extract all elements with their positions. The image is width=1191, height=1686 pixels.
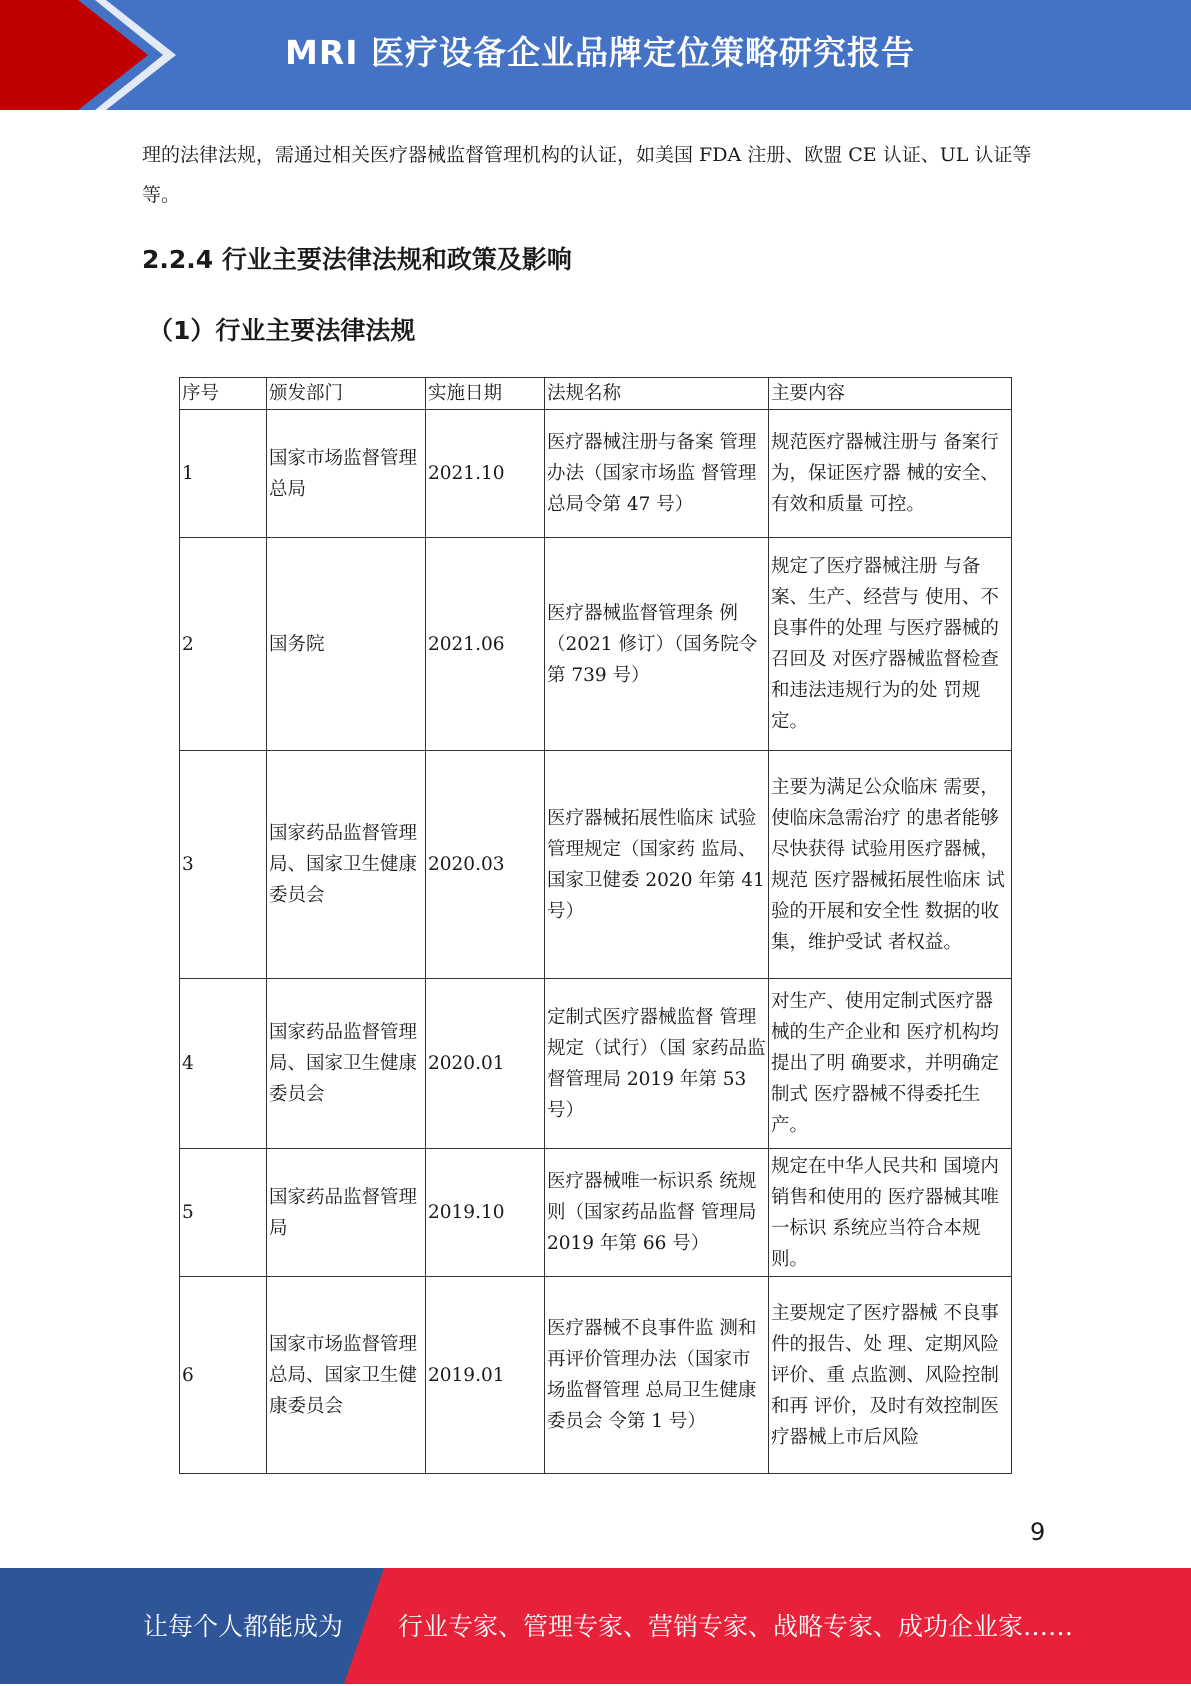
- cell-content: 对生产、使用定制式医疗器械的生产企业和 医疗机构均提出了明 确要求，并明确定制式 医疗器械不得委托生 产。: [769, 979, 1012, 1149]
- subsection-heading: （1）行业主要法律法规: [148, 316, 416, 345]
- table-row: [180, 979, 1012, 1149]
- cell-department: 国务院: [267, 538, 426, 751]
- header-cell-regulation: 法规名称: [545, 378, 769, 410]
- table-row: [180, 410, 1012, 538]
- page-number: 9: [1030, 1518, 1046, 1546]
- cell-regulation: 医疗器械监督管理条 例（2021 修订）（国务院令第 739 号）: [545, 538, 769, 751]
- header-cell-content: 主要内容: [769, 378, 1012, 410]
- cell-content: 规定在中华人民共和 国境内销售和使用的 医疗器械其唯一标识 系统应当符合本规则。: [769, 1149, 1012, 1277]
- cell-regulation: 医疗器械注册与备案 管理办法（国家市场监 督管理总局令第 47 号）: [545, 410, 769, 538]
- cell-department: 国家药品监督管理局、国家卫生健康委员会: [267, 979, 426, 1149]
- cell-index: 4: [180, 979, 267, 1149]
- cell-index: 2: [180, 538, 267, 751]
- cell-index: 1: [180, 410, 267, 538]
- header-cell-date: 实施日期: [426, 378, 545, 410]
- cell-date: 2021.10: [426, 410, 545, 538]
- cell-date: 2019.10: [426, 1149, 545, 1277]
- cell-content: 规定了医疗器械注册 与备案、生产、经营与 使用、不良事件的处理 与医疗器械的召回及 对医疗器械监督检查 和违法违规行为的处 罚规定。: [769, 538, 1012, 751]
- table-row: [180, 1277, 1012, 1474]
- cell-department: 国家市场监督管理总局、国家卫生健康委员会: [267, 1277, 426, 1474]
- cell-date: 2021.06: [426, 538, 545, 751]
- cell-department: 国家药品监督管理局: [267, 1149, 426, 1277]
- cell-content: 主要为满足公众临床 需要，使临床急需治疗 的患者能够尽快获得 试验用医疗器械，规范 医疗器械拓展性临床 试验的开展和安全性 数据的收集，维护受试 者权益。: [769, 751, 1012, 979]
- cell-date: 2020.01: [426, 979, 545, 1149]
- cell-regulation: 医疗器械拓展性临床 试验管理规定（国家药 监局、国家卫健委 2020 年第 41 号）: [545, 751, 769, 979]
- cell-content: 主要规定了医疗器械 不良事件的报告、处 理、定期风险评价、重 点监测、风险控制和再 评价，及时有效控制医 疗器械上市后风险: [769, 1277, 1012, 1474]
- cell-index: 6: [180, 1277, 267, 1474]
- cell-regulation: 医疗器械唯一标识系 统规则（国家药品监督 管理局 2019 年第 66 号）: [545, 1149, 769, 1277]
- cell-department: 国家药品监督管理局、国家卫生健康委员会: [267, 751, 426, 979]
- intro-paragraph: 理的法律法规，需通过相关医疗器械监督管理机构的认证，如美国 FDA 注册、欧盟 CE 认证、UL 认证等等。: [142, 144, 1032, 206]
- footer-slogan-right: 行业专家、管理专家、营销专家、战略专家、成功企业家……: [398, 1612, 1074, 1641]
- cell-index: 5: [180, 1149, 267, 1277]
- report-title: MRI 医疗设备企业品牌定位策略研究报告: [285, 33, 916, 72]
- footer-slogan-left: 让每个人都能成为: [143, 1612, 344, 1641]
- laws-table: [179, 377, 1012, 1474]
- page-header: [0, 0, 1191, 110]
- table-header-row: [180, 378, 1012, 410]
- cell-index: 3: [180, 751, 267, 979]
- table-row: [180, 751, 1012, 979]
- cell-department: 国家市场监督管理总局: [267, 410, 426, 538]
- table-row: [180, 1149, 1012, 1277]
- cell-date: 2020.03: [426, 751, 545, 979]
- table-row: [180, 538, 1012, 751]
- header-cell-department: 颁发部门: [267, 378, 426, 410]
- cell-regulation: 定制式医疗器械监督 管理规定（试行）（国 家药品监督管理局 2019 年第 53 号）: [545, 979, 769, 1149]
- section-heading: 2.2.4 行业主要法律法规和政策及影响: [142, 245, 572, 274]
- header-cell-index: 序号: [180, 378, 267, 410]
- page-footer: [0, 1568, 1191, 1684]
- cell-date: 2019.01: [426, 1277, 545, 1474]
- cell-content: 规范医疗器械注册与 备案行为，保证医疗器 械的安全、有效和质量 可控。: [769, 410, 1012, 538]
- cell-regulation: 医疗器械不良事件监 测和再评价管理办法（国家市场监督管理 总局卫生健康委员会 令第 1 号）: [545, 1277, 769, 1474]
